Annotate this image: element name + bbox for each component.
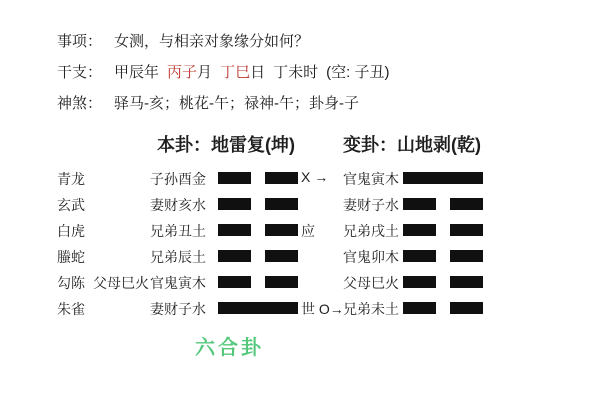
ganzhi-day-stem-branch: 丁巳 <box>220 64 251 81</box>
main-yao-label: 妻财子水 <box>150 301 206 317</box>
shensha-label: 神煞： <box>57 95 103 112</box>
six-spirit-label: 螣蛇 <box>57 249 85 265</box>
yao-marker: X → <box>301 169 329 185</box>
main-hexagram-title: 本卦：地雷复(坤) <box>157 135 295 155</box>
ganzhi-year: 甲辰年 <box>114 64 160 81</box>
shensha-line <box>57 92 359 113</box>
matter-line <box>57 30 309 51</box>
changed-yao-line <box>403 224 483 236</box>
changed-yao-label: 官鬼卯木 <box>343 249 399 265</box>
yao-row <box>0 246 600 266</box>
main-yao-label: 兄弟丑土 <box>150 223 206 239</box>
yao-row <box>0 194 600 214</box>
matter-value: 女测，与相亲对象缘分如何？ <box>114 33 310 50</box>
changed-yao-label: 兄弟未土 <box>343 301 399 317</box>
ganzhi-day-suffix: 日 <box>250 64 266 81</box>
main-yao-label: 子孙酉金 <box>150 171 206 187</box>
matter-label: 事项： <box>57 33 103 50</box>
main-yao-label: 妻财亥水 <box>150 197 206 213</box>
changed-yao-label: 父母巳火 <box>343 275 399 291</box>
yao-row <box>0 272 600 292</box>
yao-marker: 世 O→ <box>301 301 344 317</box>
changed-yao-line <box>403 172 483 184</box>
ganzhi-line <box>57 61 389 82</box>
main-yao-line <box>218 250 298 262</box>
ganzhi-month-stem-branch: 丙子 <box>167 64 198 81</box>
six-spirit-label: 青龙 <box>57 171 85 187</box>
main-yao-line <box>218 224 298 236</box>
six-spirit-label: 朱雀 <box>57 301 85 317</box>
hexagram-type-badge: 六合卦 <box>195 337 264 359</box>
six-spirit-label: 白虎 <box>57 223 85 239</box>
yao-row <box>0 220 600 240</box>
main-yao-line <box>218 198 298 210</box>
yao-row <box>0 168 600 188</box>
changed-yao-line <box>403 276 483 288</box>
main-yao-line <box>218 276 298 288</box>
changed-yao-line <box>403 302 483 314</box>
main-yao-label: 兄弟辰土 <box>150 249 206 265</box>
ganzhi-void: (空: 子丑) <box>326 64 390 81</box>
main-yao-line <box>218 172 298 184</box>
changed-hexagram-title: 变卦：山地剥(乾) <box>343 135 481 155</box>
shensha-value: 驿马-亥；桃花-午；禄神-午；卦身-子 <box>114 95 359 112</box>
ganzhi-hour: 丁未时 <box>273 64 319 81</box>
yao-row <box>0 298 600 318</box>
six-spirit-label: 勾陈 <box>57 275 85 291</box>
main-yao-line <box>218 302 298 314</box>
hidden-spirit-label: 父母巳火 <box>93 275 149 291</box>
changed-yao-label: 官鬼寅木 <box>343 171 399 187</box>
changed-yao-line <box>403 198 483 210</box>
main-yao-label: 官鬼寅木 <box>150 275 206 291</box>
changed-yao-label: 兄弟戌土 <box>343 223 399 239</box>
ganzhi-label: 干支： <box>57 64 103 81</box>
changed-yao-label: 妻财子水 <box>343 197 399 213</box>
changed-yao-line <box>403 250 483 262</box>
ganzhi-month-suffix: 月 <box>197 64 213 81</box>
yao-marker: 应 <box>301 223 315 239</box>
six-spirit-label: 玄武 <box>57 197 85 213</box>
